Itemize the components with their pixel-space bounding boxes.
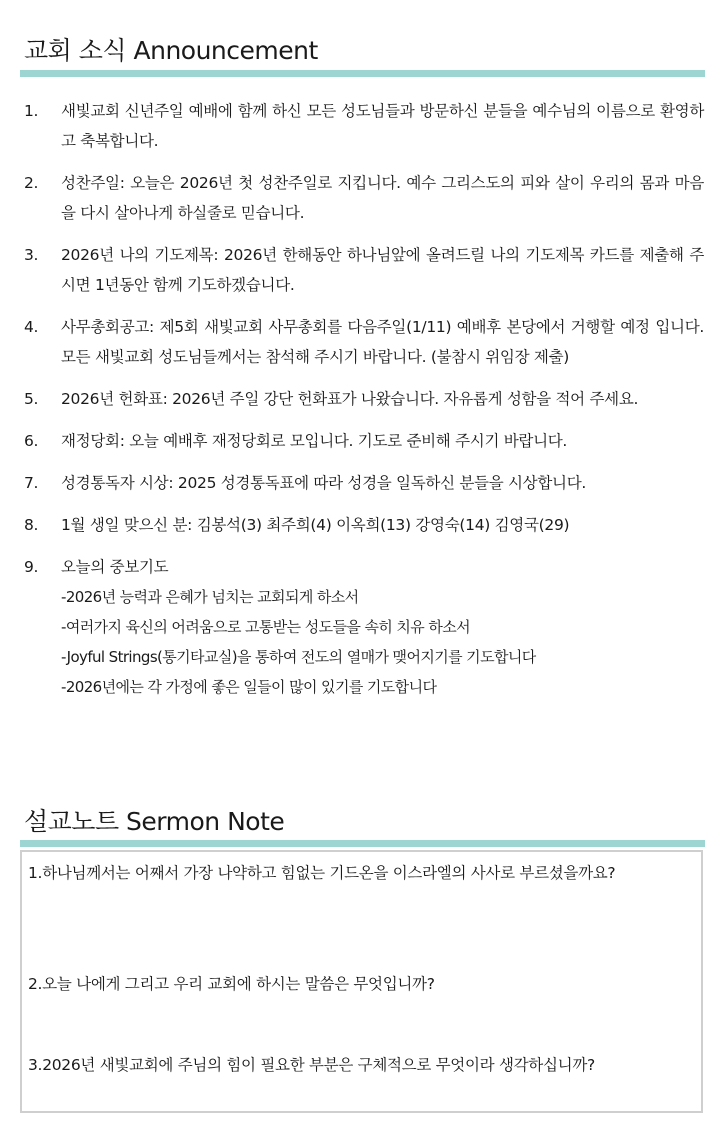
list-item xyxy=(24,96,704,156)
sermon-note-box xyxy=(20,850,703,1113)
item-text: 재정당회: 오늘 예배후 재정당회로 모입니다. 기도로 준비해 주시기 바랍니다. xyxy=(61,432,568,450)
item-text: 새빛교회 신년주일 예배에 함께 하신 모든 성도님들과 방문하신 분들을 예수님의 이름으로 환영하고 축복합니다. xyxy=(61,102,704,150)
item-number: 7. xyxy=(24,474,39,492)
item-text: 성경통독자 시상: 2025 성경통독표에 따라 성경을 일독하신 분들을 시상합니다. xyxy=(61,474,587,492)
list-item xyxy=(24,312,704,372)
item-text: 성찬주일: 오늘은 2026년 첫 성찬주일로 지킵니다. 예수 그리스도의 피와 살이 우리의 몸과 마음을 다시 살아나게 하실줄로 믿습니다. xyxy=(61,174,704,222)
sermon-question: 3.2026년 새빛교회에 주님의 힘이 필요한 부분은 구체적으로 무엇이라 생각하십니까? xyxy=(28,1056,595,1074)
sermon-note-divider xyxy=(20,840,705,847)
list-item xyxy=(24,552,704,702)
list-item xyxy=(24,384,704,414)
item-text: 1월 생일 맞으신 분: 김봉석(3) 최주희(4) 이옥희(13) 강영숙(14) 김영국(29) xyxy=(61,516,570,534)
item-number: 4. xyxy=(24,318,39,336)
list-item xyxy=(24,426,704,456)
item-number: 8. xyxy=(24,516,39,534)
prayer-line: -여러가지 육신의 어려움으로 고통받는 성도들을 속히 치유 하소서 xyxy=(61,618,471,636)
item-number: 2. xyxy=(24,174,39,192)
prayer-line: -Joyful Strings(통기타교실)을 통하여 전도의 열매가 맺어지기를 기도합니다 xyxy=(61,648,536,666)
item-text: 2026년 나의 기도제목: 2026년 한해동안 하나님앞에 올려드릴 나의 기도제목 카드를 제출해 주시면 1년동안 함께 기도하겠습니다. xyxy=(61,246,704,294)
item-number: 1. xyxy=(24,102,39,120)
announcement-divider xyxy=(20,70,705,77)
item-number: 9. xyxy=(24,558,39,576)
sermon-question: 1.하나님께서는 어째서 가장 나약하고 힘없는 기드온을 이스라엘의 사사로 부르셨을까요? xyxy=(28,864,616,882)
item-text: 2026년 헌화표: 2026년 주일 강단 헌화표가 나왔습니다. 자유롭게 성함을 적어 주세요. xyxy=(61,390,639,408)
announcement-title: 교회 소식 Announcement xyxy=(24,36,318,65)
list-item xyxy=(24,168,704,228)
item-number: 6. xyxy=(24,432,39,450)
sermon-note-title: 설교노트 Sermon Note xyxy=(24,807,285,836)
prayer-line: -2026년 능력과 은혜가 넘치는 교회되게 하소서 xyxy=(61,588,359,606)
sermon-question: 2.오늘 나에게 그리고 우리 교회에 하시는 말씀은 무엇입니까? xyxy=(28,975,435,993)
item-number: 5. xyxy=(24,390,39,408)
list-item xyxy=(24,240,704,300)
item-text: 오늘의 중보기도 xyxy=(61,558,169,576)
announcement-list xyxy=(24,96,704,714)
item-number: 3. xyxy=(24,246,39,264)
prayer-line: -2026년에는 각 가정에 좋은 일들이 많이 있기를 기도합니다 xyxy=(61,678,437,696)
item-text: 사무총회공고: 제5회 새빛교회 사무총회를 다음주일(1/11) 예배후 본당에서 거행할 예정 입니다. 모든 새빛교회 성도님들께서는 참석해 주시기 바랍니다. (불참시 위임장 제출) xyxy=(61,318,704,366)
list-item xyxy=(24,468,704,498)
list-item xyxy=(24,510,704,540)
